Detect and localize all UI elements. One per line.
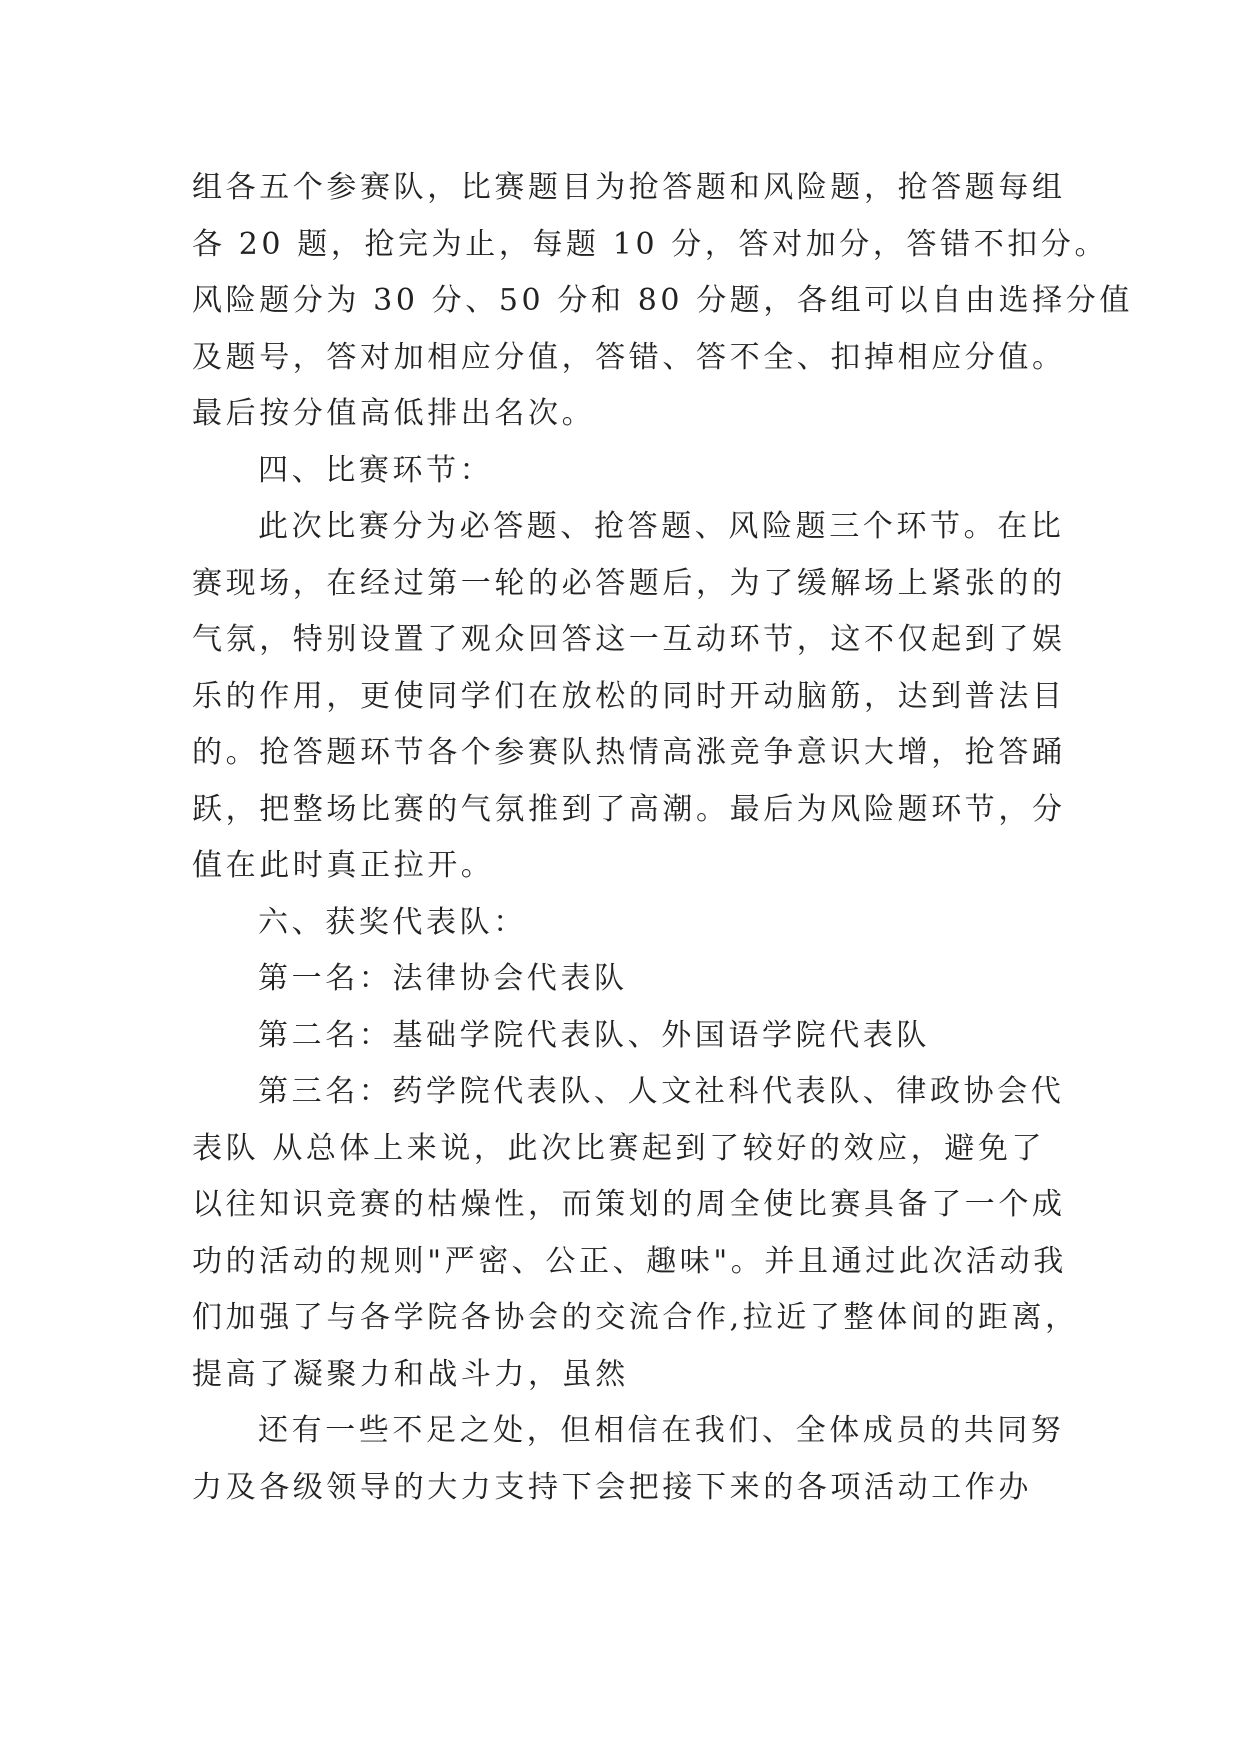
text-line: 第一名：法律协会代表队: [258, 961, 628, 996]
text-line: 第三名：药学院代表队、人文社科代表队、律政协会代: [258, 1074, 1065, 1109]
text-line: 跃，把整场比赛的气氛推到了高潮。最后为风险题环节，分: [192, 791, 1066, 827]
text-line: 第二名：基础学院代表队、外国语学院代表队: [258, 1017, 930, 1053]
text-line: 以往知识竞赛的枯燥性，而策划的周全使比赛具备了一个成: [192, 1187, 1066, 1222]
text-line: 力及各级领导的大力支持下会把接下来的各项活动工作办: [192, 1469, 1032, 1505]
document-body: [192, 160, 1134, 1516]
text-line: 六、获奖代表队：: [258, 904, 527, 940]
text-line: 值在此时真正拉开。: [192, 848, 495, 883]
text-line: 功的活动的规则"严密、公正、趣味"。并且通过此次活动我: [192, 1243, 1067, 1279]
text-line: 们加强了与各学院各协会的交流合作,拉近了整体间的距离，: [192, 1300, 1079, 1335]
text-line: 四、比赛环节：: [258, 452, 494, 488]
text-line: 气氛，特别设置了观众回答这一互动环节，这不仅起到了娱: [192, 622, 1066, 657]
text-line: 还有一些不足之处，但相信在我们、全体成员的共同努: [258, 1413, 1065, 1448]
text-line: 提高了凝聚力和战斗力，虽然: [192, 1356, 629, 1392]
text-line: 最后按分值高低排出名次。: [192, 396, 596, 431]
text-line: 乐的作用，更使同学们在放松的同时开动脑筋，达到普法目: [192, 678, 1066, 714]
text-line: 此次比赛分为必答题、抢答题、风险题三个环节。在比: [258, 509, 1065, 544]
text-line: 赛现场，在经过第一轮的必答题后，为了缓解场上紧张的的: [192, 565, 1066, 601]
text-line: 及题号，答对加相应分值，答错、答不全、扣掉相应分值。: [192, 339, 1066, 375]
text-line: 的。抢答题环节各个参赛队热情高涨竞争意识大增，抢答踊: [192, 735, 1066, 770]
text-line: 表队 从总体上来说，此次比赛起到了较好的效应，避免了: [192, 1130, 1046, 1166]
text-line: 组各五个参赛队，比赛题目为抢答题和风险题，抢答题每组: [192, 170, 1066, 205]
text-line: 风险题分为 30 分、50 分和 80 分题，各组可以自由选择分值: [192, 283, 1134, 318]
text-line: 各 20 题，抢完为止，每题 10 分，答对加分，答错不扣分。: [192, 226, 1109, 262]
